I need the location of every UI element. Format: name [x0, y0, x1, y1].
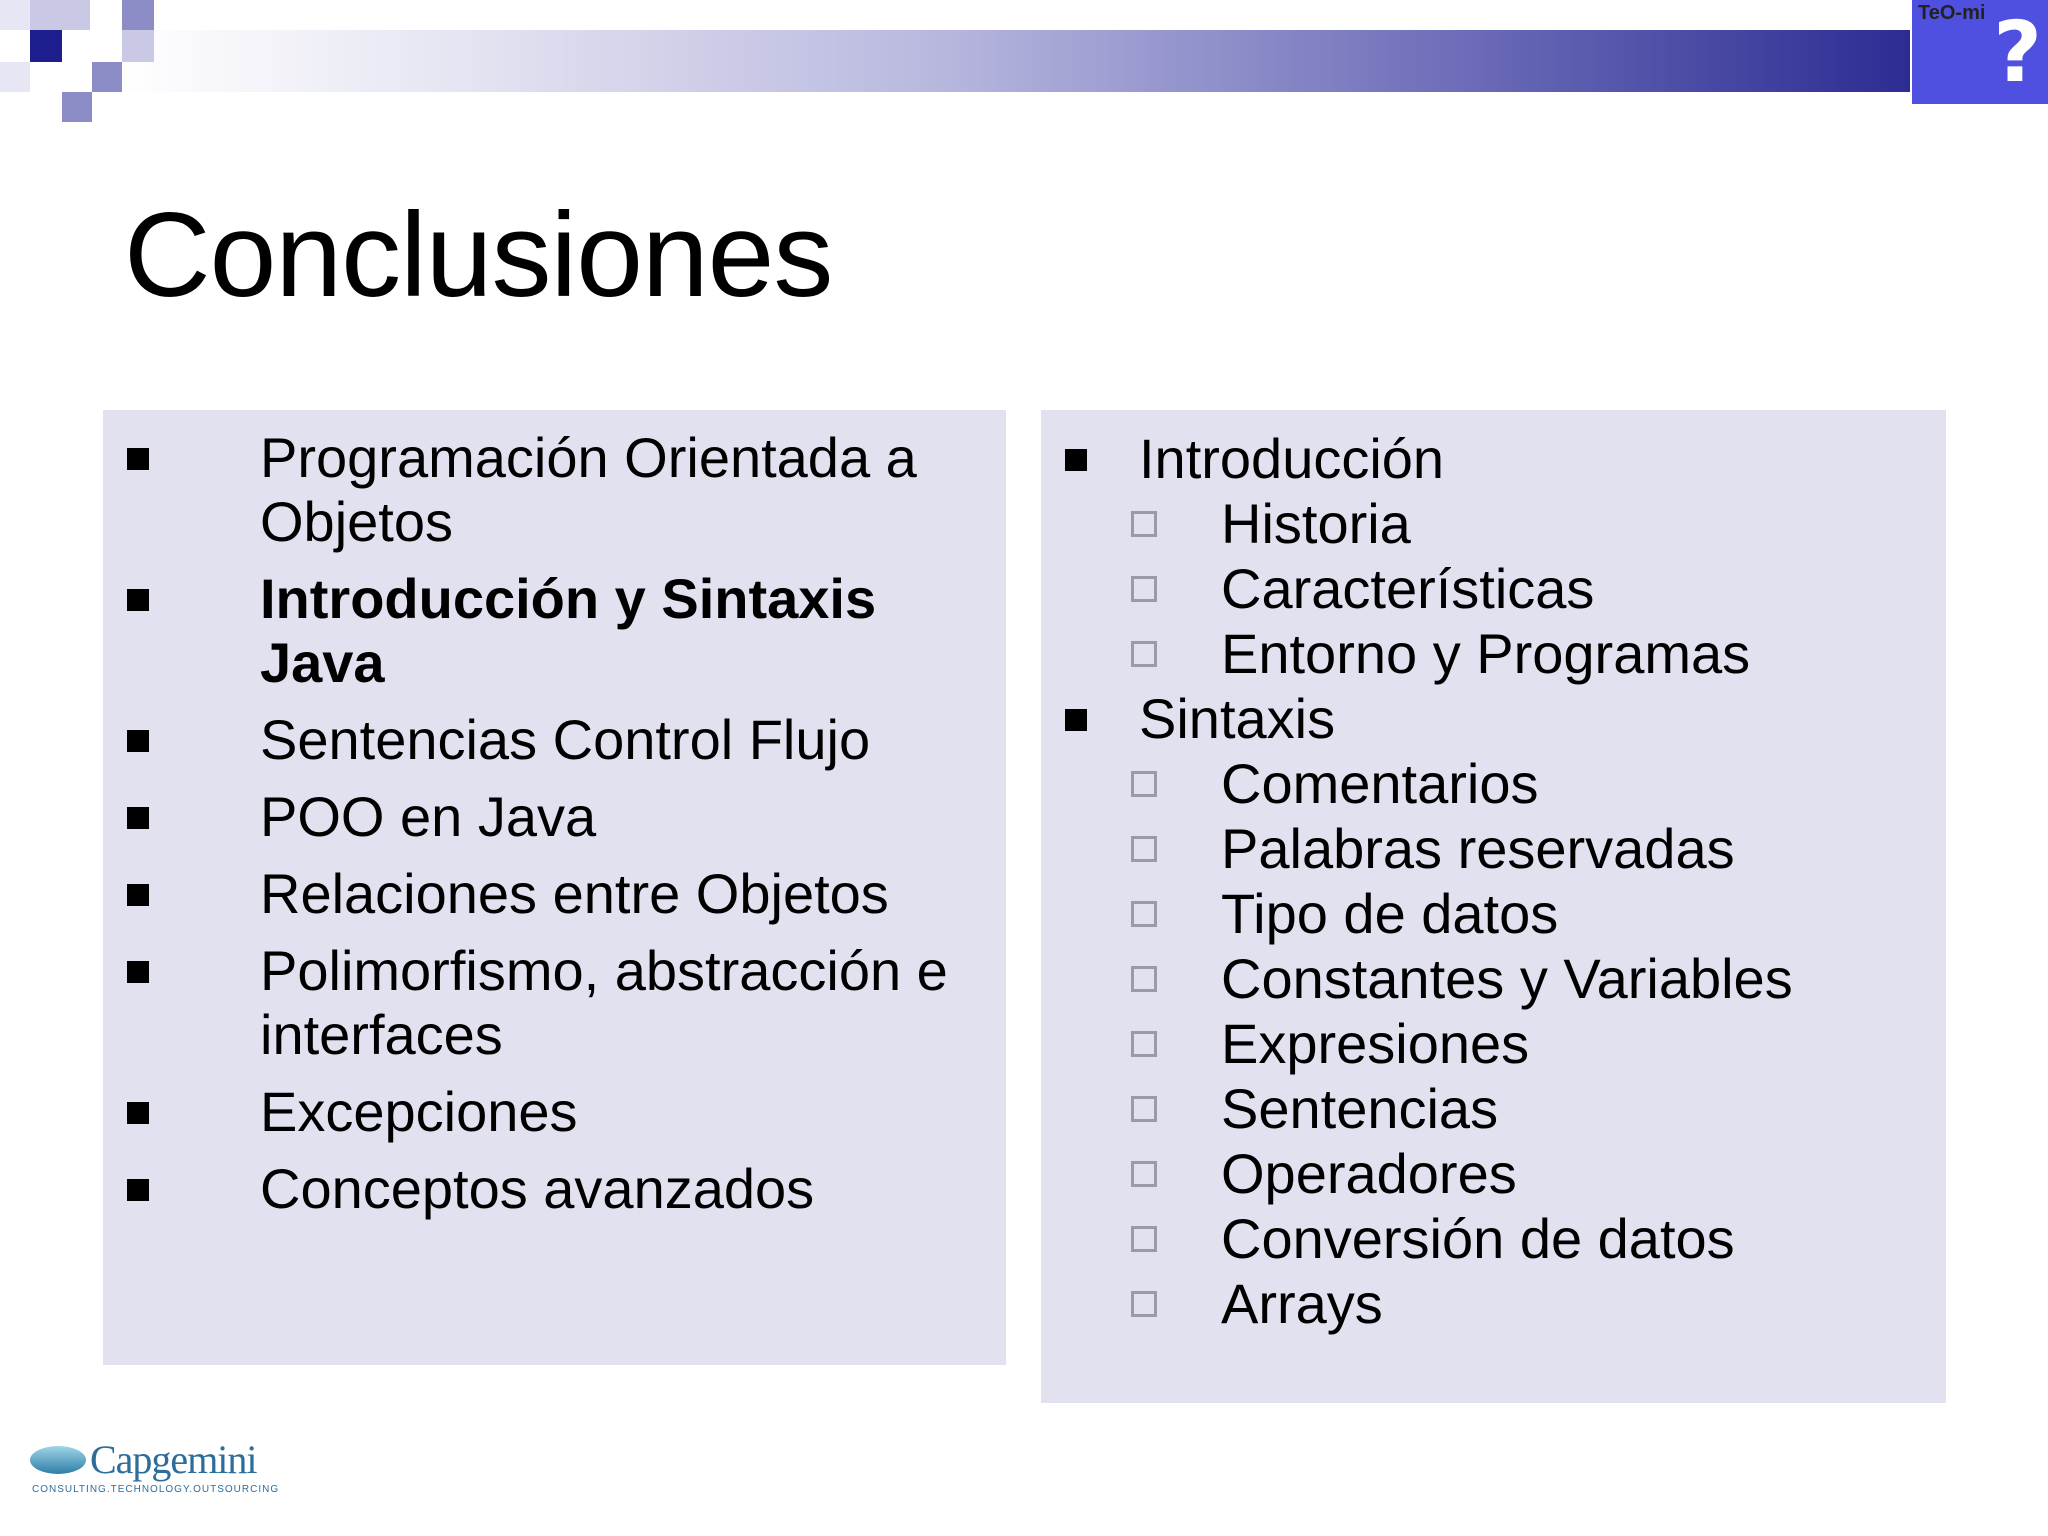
page-title: Conclusiones [124, 188, 833, 322]
list-item [103, 567, 1006, 695]
hollow-square-bullet-icon [1131, 836, 1157, 862]
hollow-square-bullet-icon [1131, 966, 1157, 992]
square-bullet-icon [127, 1179, 149, 1201]
sub-list-item [1131, 1206, 1946, 1271]
hollow-square-bullet-icon [1131, 1031, 1157, 1057]
square-bullet-icon [127, 807, 149, 829]
square-bullet-icon [127, 448, 149, 470]
hollow-square-bullet-icon [1131, 901, 1157, 927]
list-item-label: Excepciones [260, 1080, 578, 1143]
logo-tagline: CONSULTING.TECHNOLOGY.OUTSOURCING [32, 1484, 280, 1495]
spade-logo-icon [30, 1446, 86, 1474]
list-item [103, 785, 1006, 849]
corner-logo [1912, 0, 2048, 104]
sub-list [1139, 751, 1946, 1336]
capgemini-logo [30, 1437, 280, 1500]
sub-list-item [1131, 1011, 1946, 1076]
square-bullet-icon [127, 730, 149, 752]
square-bullet-icon [127, 1102, 149, 1124]
sub-list-item-label: Características [1221, 557, 1595, 620]
sub-list-item-label: Tipo de datos [1221, 882, 1559, 945]
sub-list-item-label: Constantes y Variables [1221, 947, 1793, 1010]
list-item [1041, 426, 1946, 686]
sub-list-item-label: Comentarios [1221, 752, 1539, 815]
square-bullet-icon [127, 884, 149, 906]
list-item-label: Programación Orientada a Objetos [260, 426, 917, 553]
hollow-square-bullet-icon [1131, 1161, 1157, 1187]
list-item [103, 862, 1006, 926]
sub-list-item [1131, 491, 1946, 556]
sub-list-item-label: Palabras reservadas [1221, 817, 1735, 880]
sub-list-item-label: Expresiones [1221, 1012, 1530, 1075]
left-panel [103, 410, 1006, 1365]
hollow-square-bullet-icon [1131, 1226, 1157, 1252]
sub-list-item-label: Entorno y Programas [1221, 622, 1751, 685]
sub-list-item [1131, 1076, 1946, 1141]
sub-list-item [1131, 556, 1946, 621]
square-bullet-icon [127, 961, 149, 983]
hollow-square-bullet-icon [1131, 511, 1157, 537]
list-item-label: Introducción y Sintaxis Java [260, 567, 877, 694]
question-mark-icon: ? [1993, 3, 2042, 101]
list-item-label: Polimorfismo, abstracción e interfaces [260, 939, 948, 1066]
right-bullet-list [1041, 426, 1946, 1336]
header-gradient-bar [120, 30, 1910, 92]
section-label: Sintaxis [1139, 687, 1336, 750]
sub-list-item-label: Conversión de datos [1221, 1207, 1735, 1270]
square-bullet-icon [1065, 449, 1087, 471]
hollow-square-bullet-icon [1131, 1291, 1157, 1317]
sub-list-item [1131, 751, 1946, 816]
header-decoration [0, 0, 160, 125]
sub-list-item [1131, 881, 1946, 946]
section-label: Introducción [1139, 427, 1445, 490]
hollow-square-bullet-icon [1131, 576, 1157, 602]
square-bullet-icon [127, 589, 149, 611]
list-item-label: Conceptos avanzados [260, 1157, 815, 1220]
sub-list-item [1131, 621, 1946, 686]
hollow-square-bullet-icon [1131, 771, 1157, 797]
left-bullet-list [103, 426, 1006, 1234]
list-item-label: Relaciones entre Objetos [260, 862, 889, 925]
list-item [103, 708, 1006, 772]
list-item [103, 426, 1006, 554]
sub-list-item-label: Operadores [1221, 1142, 1517, 1205]
hollow-square-bullet-icon [1131, 1096, 1157, 1122]
right-panel [1041, 410, 1946, 1403]
corner-logo-text: TeO-mi [1918, 2, 1986, 24]
sub-list [1139, 491, 1946, 686]
sub-list-item [1131, 1271, 1946, 1336]
sub-list-item-label: Sentencias [1221, 1077, 1499, 1140]
list-item [103, 1157, 1006, 1221]
list-item [103, 1080, 1006, 1144]
list-item-label: Sentencias Control Flujo [260, 708, 871, 771]
list-item-label: POO en Java [260, 785, 597, 848]
sub-list-item-label: Historia [1221, 492, 1411, 555]
sub-list-item-label: Arrays [1221, 1272, 1383, 1335]
hollow-square-bullet-icon [1131, 641, 1157, 667]
square-bullet-icon [1065, 709, 1087, 731]
list-item [1041, 686, 1946, 1336]
list-item [103, 939, 1006, 1067]
sub-list-item [1131, 1141, 1946, 1206]
logo-name: Capgemini [90, 1437, 257, 1482]
sub-list-item [1131, 946, 1946, 1011]
sub-list-item [1131, 816, 1946, 881]
